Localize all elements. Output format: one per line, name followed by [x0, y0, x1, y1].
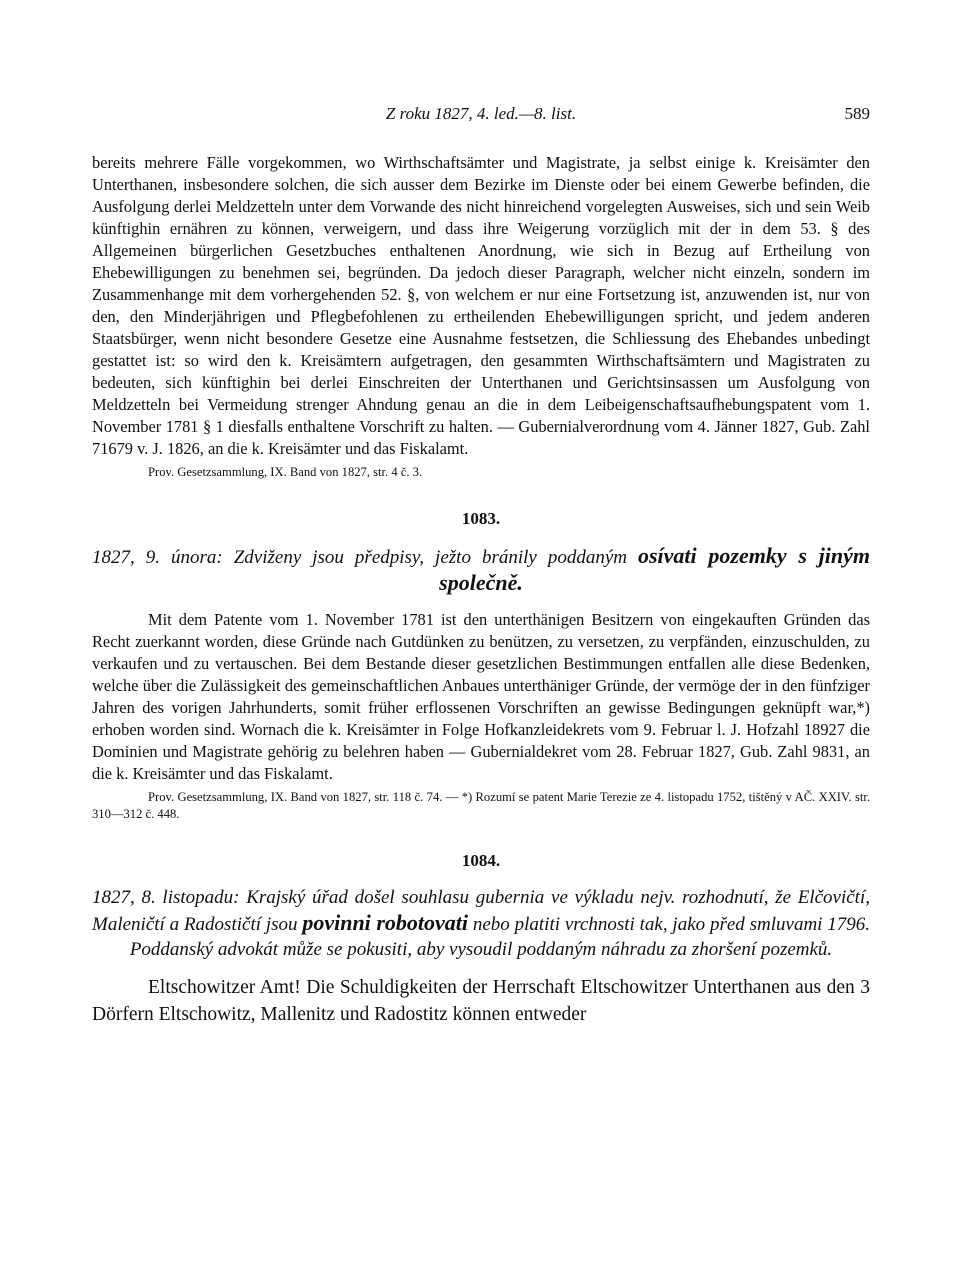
heading-emphasis: osívati pozemky s jiným společně. — [439, 543, 870, 595]
section-body-1084: Eltschowitzer Amt! Die Schuldigkeiten der Herrschaft Eltschowitzer Unterthanen aus den 3 Dörfern Eltschowitz, Mallenitz und Radostitz können entweder — [92, 977, 870, 1025]
section-heading-1083 — [92, 543, 870, 597]
section-body-1083: Mit dem Patente vom 1. November 1781 ist den unterthänigen Besitzern von eingekauften Gründen das Recht zuerkannt worden, diese Gründe nach Gutdünken zu benützen, zu versetzen, zu verpfänden, einzuschulden, zu verkaufen und zu vertauschen. Bei dem Bestande dieser gesetzlichen Bestimmungen entfallen alle diese Bedenken, welche über die Zulässigkeit des gemeinschaftlichen Anbaues unterthäniger Gründe, der vermöge der in den fünfziger Jahren des vorigen Jahrhunderts, somit früher erflossenen Vorschriften an gewisse Bedingungen geknüpft war,*) erhoben worden sind. Wornach die k. Kreisämter in Folge Hofkanzleidekrets vom 9. Februar l. J. Hofzahl 18927 die Dominien und Magistrate gehörig zu belehren haben — Gubernialdekret vom 28. Februar 1827, Gub. Zahl 9831, an die k. Kreisämter und das Fiskalamt. — [92, 610, 870, 783]
section-number-1084: 1084. — [461, 851, 501, 870]
running-header — [92, 104, 870, 132]
continued-paragraph: bereits mehrere Fälle vorgekommen, wo Wirthschaftsämter und Magistrate, ja selbst einige k. Kreisämter den Unterthanen, insbesondere solchen, die sich ausser dem Bezirke im Dienste oder bei einem Gewerbe befinden, die Ausfolgung derlei Meldzetteln unter dem Vorwande des nicht hinreichend vorgelegten Ausweises, sich und sein Weib künftighin ernähren zu können, verweigern, und dass ihre Weigerung vorzüglich mit der in dem 53. § des Allgemeinen bürgerlichen Gesetzbuches enthaltenen Anordnung, wie sich in Bezug auf Ertheilung von Ehebewilligungen zu benehmen sei, begründen. Da jedoch dieser Paragraph, welcher nicht einzeln, sondern im Zusammenhange mit dem vorhergehenden 52. §, von welchem er nur eine Fortsetzung ist, anzuwenden ist, nur von den, den Minderjährigen und Pflegbefohlenen zu ertheilenden Ehebewilligungen spricht, und jedem anderen Staatsbürger, wenn nicht besondere Gesetze eine Ausnahme festsetzen, die Schliessung des Ehebandes unbedingt gestattet ist: so wird den k. Kreisämtern aufgetragen, den gesammten Wirthschaftsämtern und Magistraten zu bedeuten, sich künftighin bei derlei Einschreiten der Unterthanen und Gerichtsinsassen um Ausfolgung von Meldzetteln bei Vermeidung strenger Ahndung genau an die in dem Leibeigenschaftsaufhebungspatent vom 1. November 1781 § 1 diesfalls enthaltene Vorschrift zu halten. — Gubernialverordnung vom 4. Jänner 1827, Gub. Zahl 71679 v. J. 1826, an die k. Kreisämter und das Fiskalamt. — [92, 153, 870, 458]
heading-emphasis: povinni robotovati — [302, 910, 469, 935]
section-heading-1084 — [92, 885, 870, 962]
heading-text-before: 1827, 8. listopadu: Krajský úřad došel souhlasu gubernia ve výkladu nejv. rozhodnutí, že Elčovičtí, Maleničtí a Radostičtí jsou — [92, 887, 870, 935]
heading-text: 1827, 9. února: Zdviženy jsou předpisy, ježto bránily poddaným — [92, 547, 638, 568]
document-page — [92, 104, 870, 1028]
running-title: Z roku 1827, 4. led.—8. list. — [385, 104, 577, 123]
section-source-1083: Prov. Gesetzsammlung, IX. Band von 1827, str. 118 č. 74. — *) Rozumí se patent Marie Terezie ze 4. listopadu 1752, tištěný v AČ. XXIV. str. 310—312 č. 448. — [92, 790, 870, 821]
section-number-1083: 1083. — [461, 509, 501, 528]
heading-text-after: nebo platiti vrchnosti tak, jako před smluvami 1796. Poddanský advokát může se pokusiti, aby vysoudil poddaným náhradu za zhoršení pozemků. — [129, 914, 871, 960]
source-citation: Prov. Gesetzsammlung, IX. Band von 1827, str. 4 č. 3. — [148, 465, 423, 479]
page-number: 589 — [844, 104, 870, 123]
